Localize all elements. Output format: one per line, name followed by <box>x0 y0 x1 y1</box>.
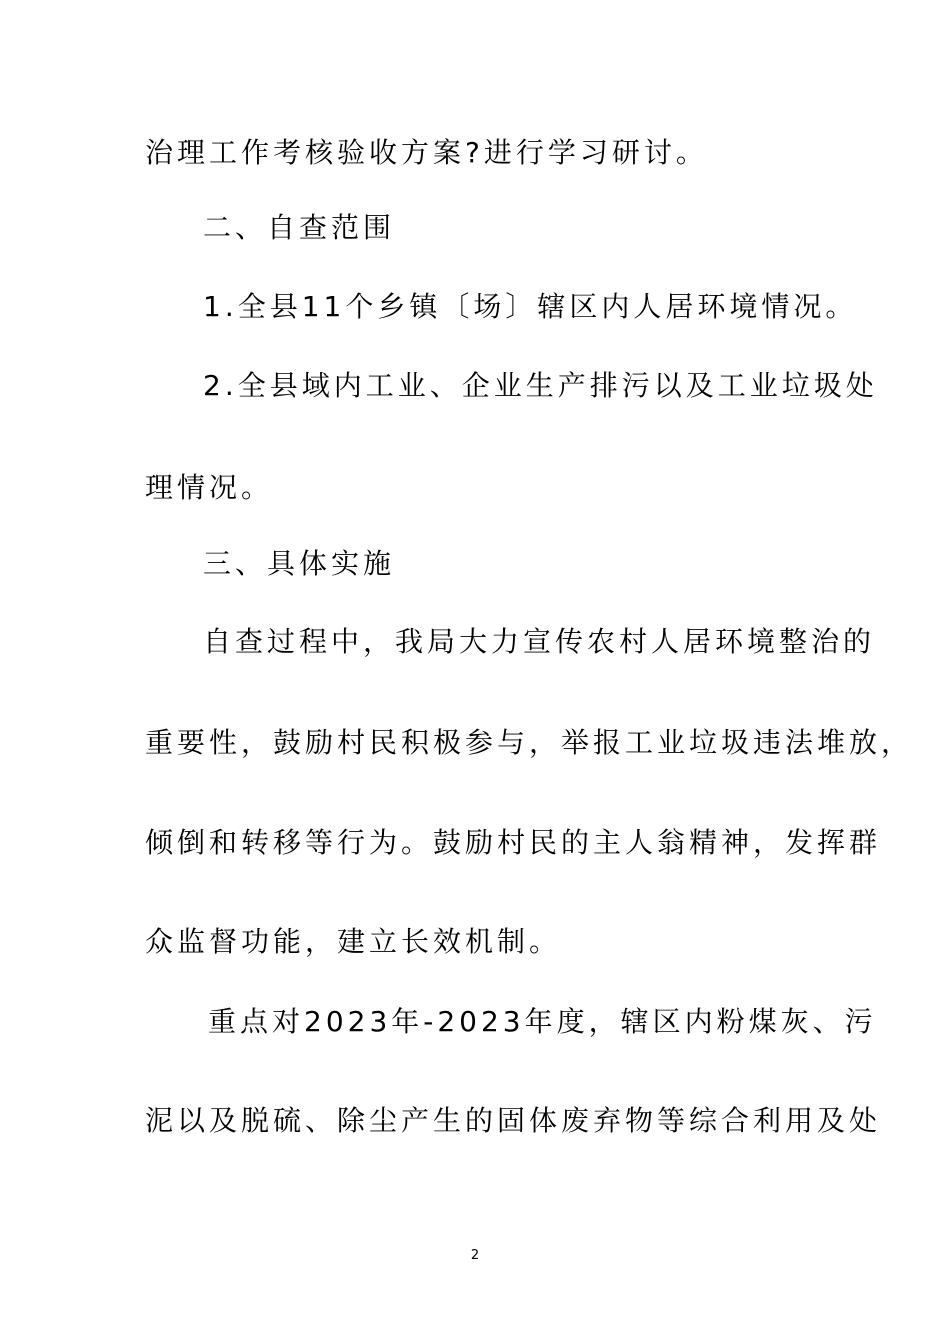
paragraph-line-3: 倾倒和转移等行为。鼓励村民的主人翁精神，发挥群 <box>145 826 882 859</box>
paragraph-line-5: 重点对2023年-2023年度，辖区内粉煤灰、污 <box>208 1005 877 1038</box>
list-item-2: 2.全县域内工业、企业生产排污以及工业垃圾处 <box>203 369 878 402</box>
section-heading-scope: 二、自查范围 <box>203 211 396 244</box>
text-line-1: 治理工作考核验收方案?进行学习研讨。 <box>145 136 708 169</box>
list-item-1: 1.全县11个乡镇〔场〕辖区内人居环境情况。 <box>203 290 858 323</box>
paragraph-line-2: 重要性，鼓励村民积极参与，举报工业垃圾违法堆放， <box>145 726 914 759</box>
paragraph-line-1: 自查过程中，我局大力宣传农村人居环境整治的 <box>203 625 876 658</box>
paragraph-line-6: 泥以及脱硫、除尘产生的固体废弃物等综合利用及处 <box>145 1104 882 1137</box>
section-heading-implementation: 三、具体实施 <box>203 547 396 580</box>
list-item-2-continued: 理情况。 <box>145 471 274 504</box>
paragraph-line-4: 众监督功能，建立长效机制。 <box>145 925 562 958</box>
page-number: 2 <box>470 1248 480 1263</box>
